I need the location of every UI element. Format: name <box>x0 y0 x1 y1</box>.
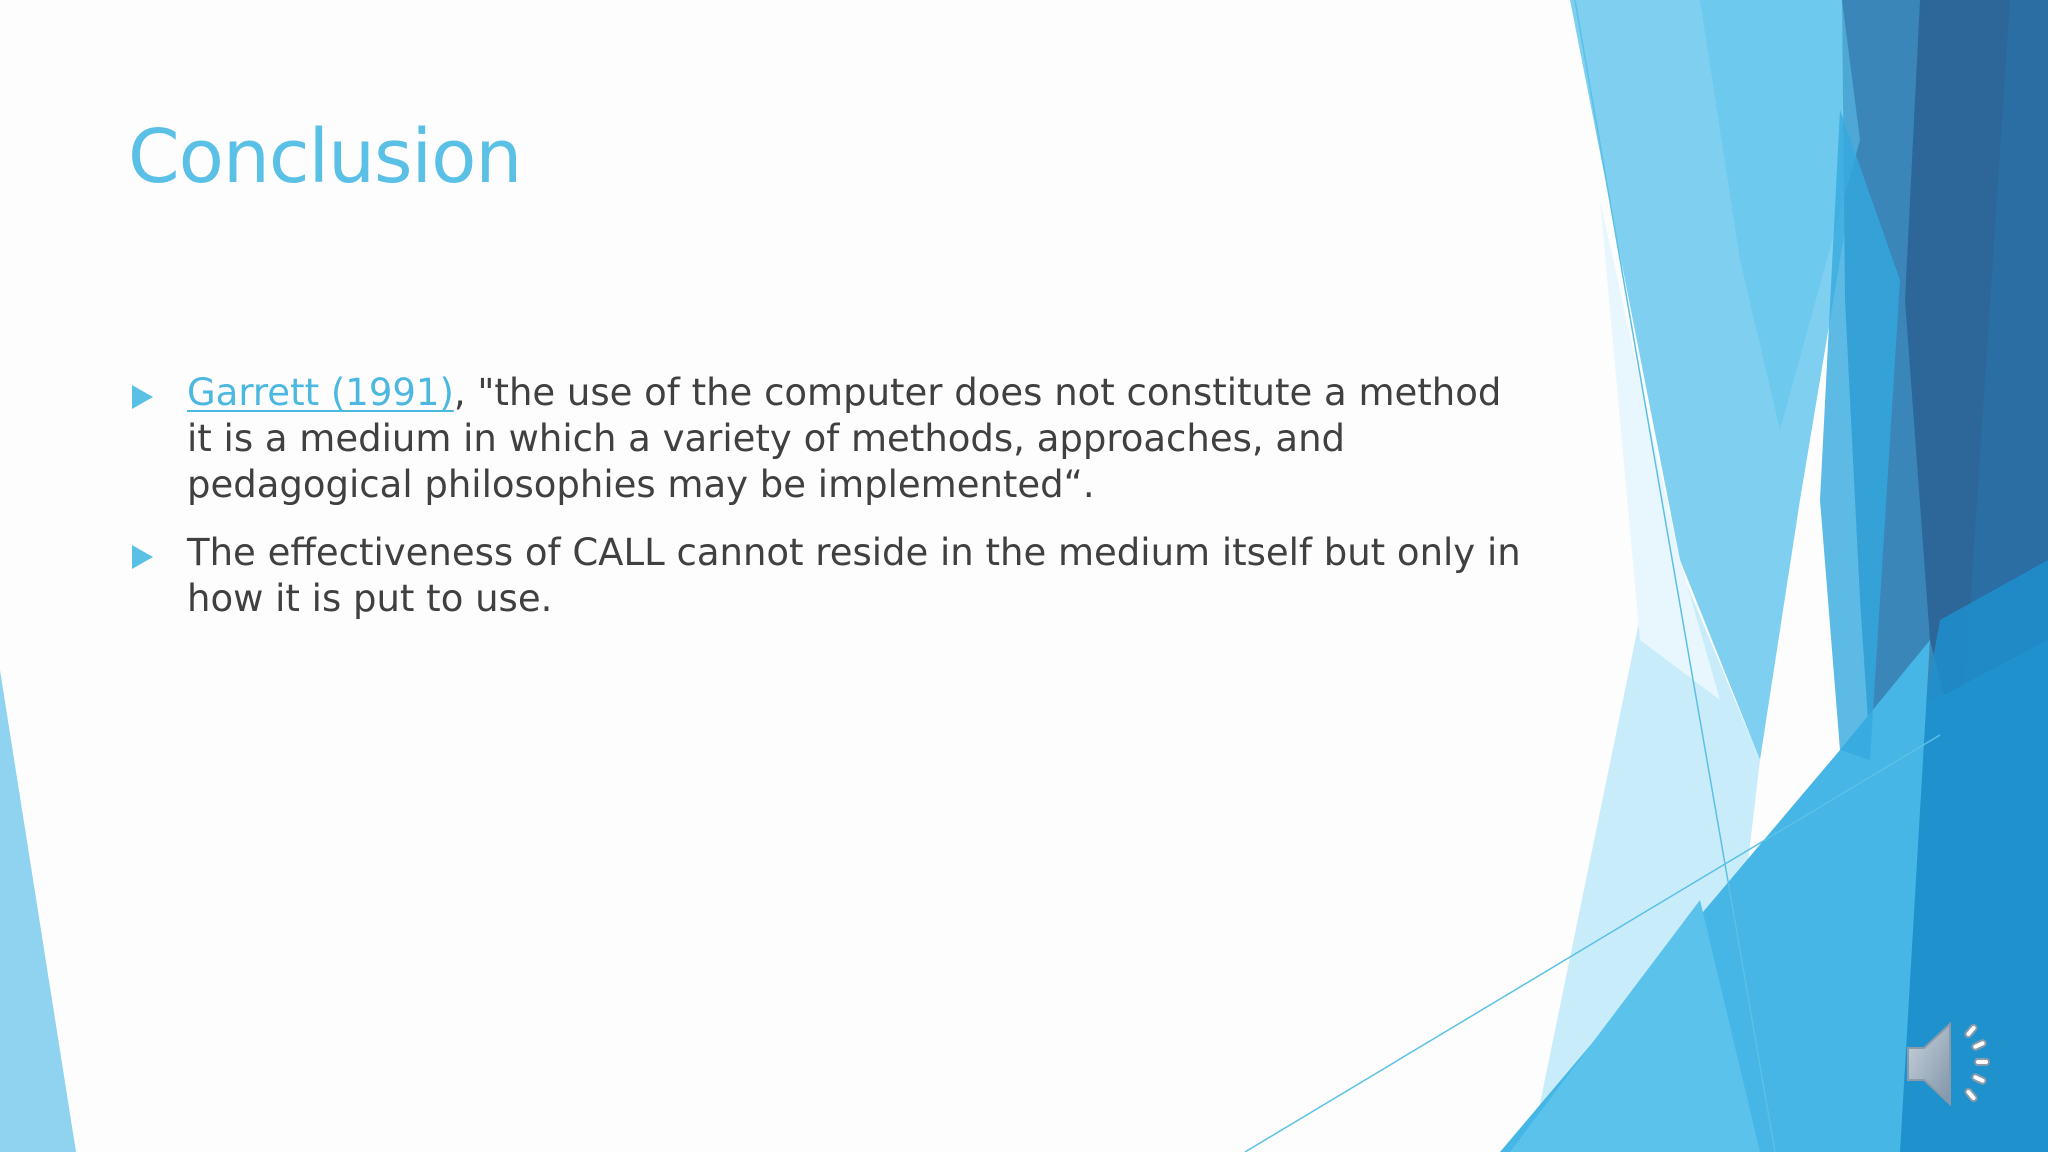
triangle-bullet-icon <box>132 545 153 569</box>
facet-left-bottom <box>0 670 76 1152</box>
bullet-text: The effectiveness of CALL cannot reside in the medium itself but only in how it is put to use. <box>187 531 1521 620</box>
bullet-list <box>128 370 1528 644</box>
bullet-text: , "the use of the computer does not constitute a method it is a medium in which a variety of methods, approaches, and pedagogical philosophies may be implemented“. <box>187 371 1502 506</box>
triangle-bullet-icon <box>132 385 153 409</box>
page-title: Conclusion <box>128 114 522 200</box>
speaker-icon[interactable] <box>1904 1014 2008 1114</box>
citation-link[interactable]: Garrett (1991) <box>187 371 454 414</box>
list-item <box>128 530 1528 622</box>
list-item <box>128 370 1528 508</box>
